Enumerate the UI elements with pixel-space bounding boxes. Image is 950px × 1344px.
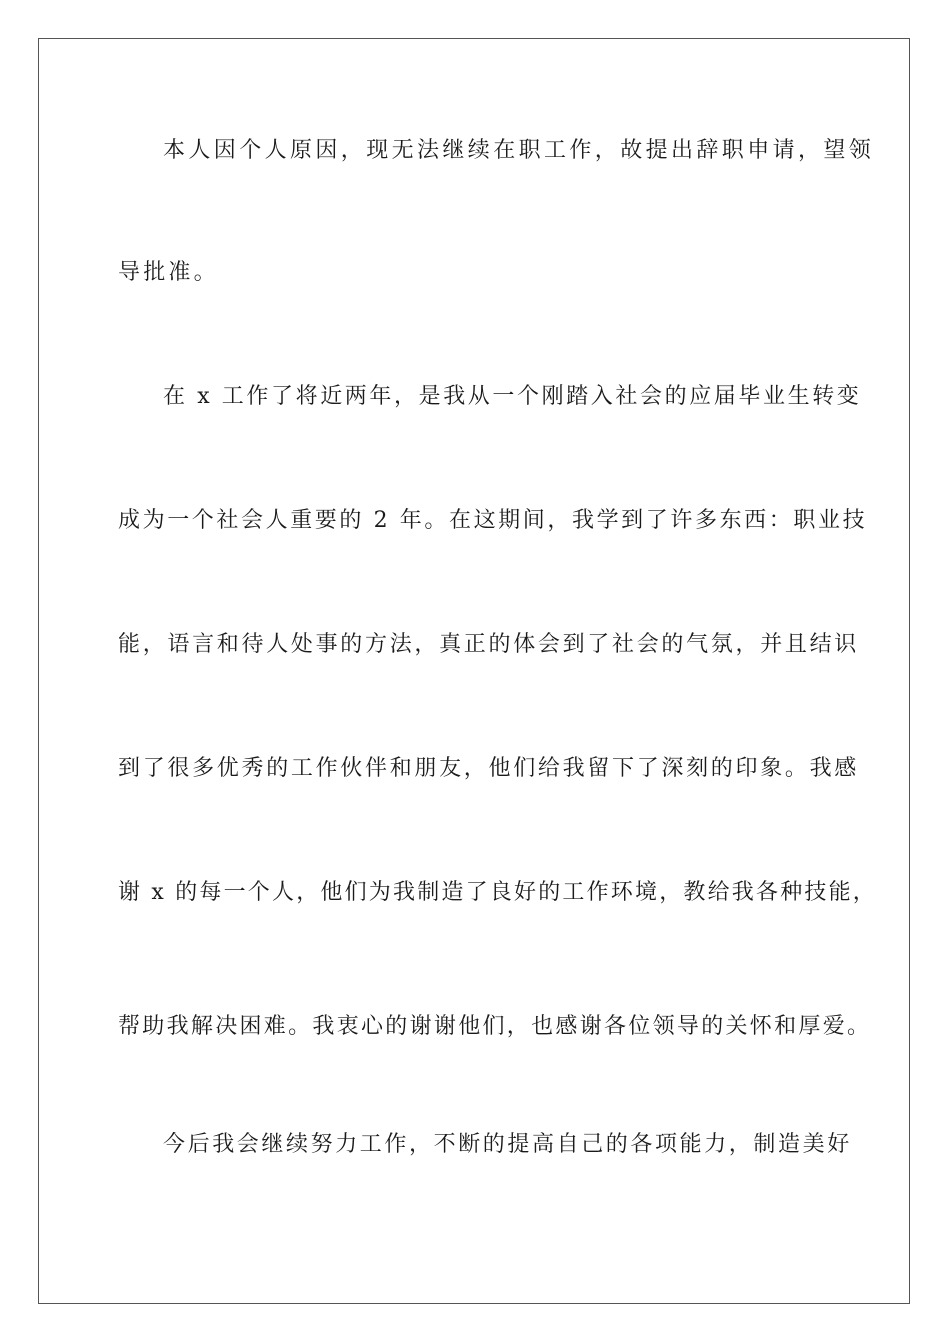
page-border xyxy=(38,38,910,1304)
paragraph-2-line-5: 谢 x 的每一个人，他们为我制造了良好的工作环境，教给我各种技能， xyxy=(118,880,877,905)
paragraph-2-line-4: 到了很多优秀的工作伙伴和朋友，他们给我留下了深刻的印象。我感 xyxy=(118,756,860,781)
paragraph-2-line-3: 能，语言和待人处事的方法，真正的体会到了社会的气氛，并且结识 xyxy=(118,632,860,657)
paragraph-1-line-1: 本人因个人原因，现无法继续在职工作，故提出辞职申请，望领 xyxy=(163,138,875,163)
paragraph-2-line-2: 成为一个社会人重要的 2 年。在这期间，我学到了许多东西：职业技 xyxy=(118,508,868,533)
paragraph-2-line-6: 帮助我解决困难。我衷心的谢谢他们，也感谢各位领导的关怀和厚爱。 xyxy=(118,1014,872,1039)
paragraph-3-line-1: 今后我会继续努力工作，不断的提高自己的各项能力，制造美好 xyxy=(163,1132,852,1157)
paragraph-1-line-2: 导批准。 xyxy=(118,260,219,285)
paragraph-2-line-1: 在 x 工作了将近两年，是我从一个刚踏入社会的应届毕业生转变 xyxy=(163,384,862,409)
